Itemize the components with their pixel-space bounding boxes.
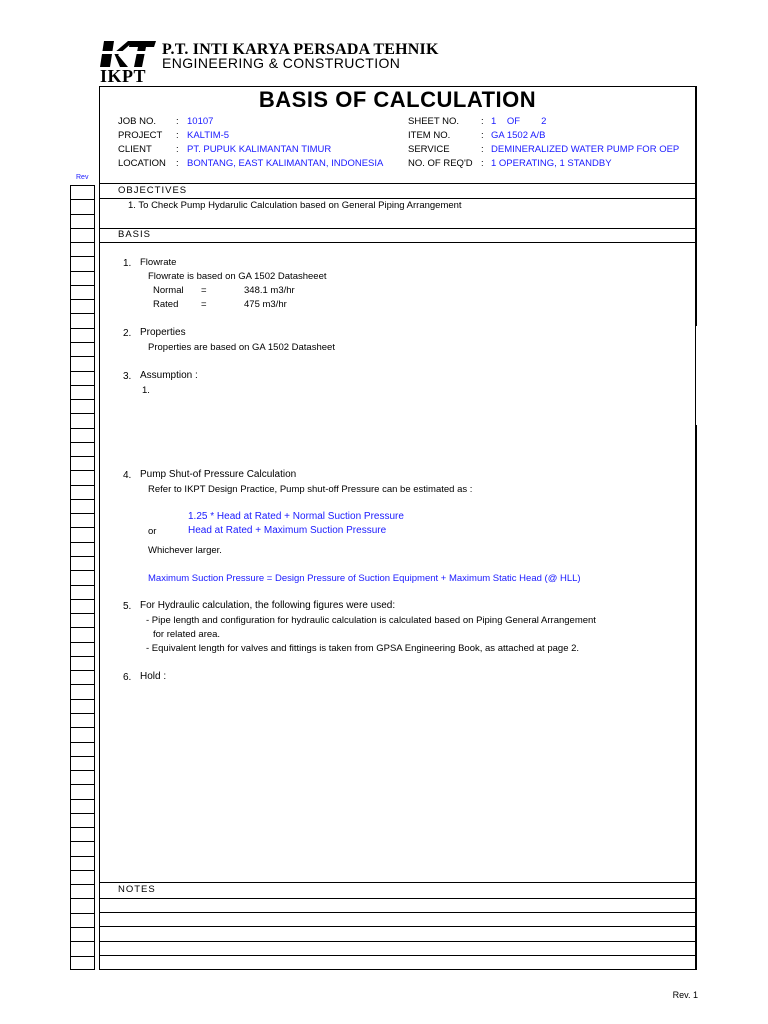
revision-row-line [70,670,95,671]
revision-row-line [70,199,95,200]
formula-1: 1.25 * Head at Rated + Normal Suction Pressure [188,511,404,522]
revision-row-line [70,799,95,800]
page-title: BASIS OF CALCULATION [258,87,537,112]
revision-row-line [70,856,95,857]
info-sep: : [481,158,484,169]
assumption-sub: 1. [142,385,150,396]
revision-row-line [70,585,95,586]
rated-label: Rated [153,299,179,310]
client-value: PT. PUPUK KALIMANTAN TIMUR [187,144,332,155]
info-sep: : [176,158,179,169]
item-number: 1. [123,258,132,269]
divider [100,926,696,927]
revision-row-line [70,884,95,885]
logo-wordmark: IKPT [100,66,147,86]
info-label: LOCATION [118,158,166,169]
divider [100,228,696,229]
divider [100,898,696,899]
rated-value: 475 m3/hr [244,299,287,310]
info-sep: : [481,130,484,141]
item-desc: Flowrate is based on GA 1502 Datasheeet [148,271,327,282]
info-sep: : [176,116,179,127]
info-label: SERVICE [408,144,450,155]
frame-edge-thick [695,86,697,326]
divider [100,912,696,913]
revision-row-line [70,599,95,600]
revision-row-line [70,228,95,229]
info-sep: : [176,144,179,155]
info-sep: : [481,116,484,127]
revision-row-line [70,242,95,243]
or-label: or [148,526,157,537]
footer-revision: Rev. 1 [672,990,698,1000]
revision-row-line [70,813,95,814]
qty-value: 1 OPERATING, 1 STANDBY [491,158,612,169]
normal-eq: = [201,285,207,296]
job-no-value: 10107 [187,116,214,127]
info-label: ITEM NO. [408,130,451,141]
whichever-text: Whichever larger. [148,545,222,556]
sheet-no-value: 1 OF 2 [491,116,547,127]
info-label: NO. OF REQ'D [408,158,473,169]
divider [100,882,696,883]
revision-row-line [70,399,95,400]
revision-row-line [70,556,95,557]
revision-row-line [70,898,95,899]
revision-row-line [70,271,95,272]
objectives-text: 1. To Check Pump Hydarulic Calculation based on General Piping Arrangement [128,200,462,211]
info-label: JOB NO. [118,116,157,127]
revision-row-line [70,385,95,386]
project-value: KALTIM-5 [187,130,230,141]
normal-label: Normal [153,285,184,296]
max-suction-text: Maximum Suction Pressure = Design Pressure of Suction Equipment + Maximum Static Head (@ HLL) [148,573,581,584]
company-division: ENGINEERING & CONSTRUCTION [162,55,401,71]
revision-row-line [70,770,95,771]
revision-row-line [70,499,95,500]
revision-row-line [70,841,95,842]
item-title: Flowrate [140,257,177,268]
item-title: For Hydraulic calculation, the following figures were used: [140,600,396,611]
revision-row-line [70,827,95,828]
item-no-value: GA 1502 A/B [491,130,546,141]
item-desc: Refer to IKPT Design Practice, Pump shut-off Pressure can be estimated as : [148,484,473,495]
revision-row-line [70,456,95,457]
revision-row-line [70,342,95,343]
revision-row-line [70,941,95,942]
formula-2: Head at Rated + Maximum Suction Pressure [188,525,387,536]
bullet-text: - Pipe length and configuration for hydraulic calculation is calculated based on Piping General Arrangement [146,615,596,626]
divider [100,242,696,243]
item-title: Properties [140,327,186,338]
revision-row-line [70,413,95,414]
bullet-text-cont: for related area. [153,629,221,640]
revision-row-line [70,328,95,329]
revision-row-line [70,470,95,471]
item-number: 4. [123,470,132,481]
revision-row-line [70,684,95,685]
service-value: DEMINERALIZED WATER PUMP FOR OEP [491,144,680,155]
revision-row-line [70,442,95,443]
item-title: Assumption : [140,370,198,381]
item-number: 2. [123,328,132,339]
info-label: CLIENT [118,144,152,155]
divider [100,941,696,942]
revision-row-line [70,313,95,314]
revision-row-line [70,299,95,300]
revision-row-line [70,214,95,215]
revision-row-line [70,784,95,785]
objectives-heading: OBJECTIVES [118,185,188,196]
revision-row-line [70,756,95,757]
revision-row-line [70,285,95,286]
item-title: Hold : [140,671,167,682]
revision-row-line [70,913,95,914]
basis-heading: BASIS [118,229,151,240]
revision-row-line [70,727,95,728]
revision-row-line [70,742,95,743]
revision-row-line [70,642,95,643]
revision-row-line [70,485,95,486]
revision-row-line [70,713,95,714]
item-desc: Properties are based on GA 1502 Datasheet [148,342,335,353]
revision-column [70,185,95,970]
revision-row-line [70,527,95,528]
frame-edge-thick-lower [695,425,697,970]
revision-row-line [70,956,95,957]
revision-row-line [70,613,95,614]
revision-row-line [70,428,95,429]
divider [100,183,696,184]
revision-row-line [70,870,95,871]
revision-row-line [70,656,95,657]
divider [100,955,696,956]
info-sep: : [176,130,179,141]
item-number: 5. [123,601,132,612]
bullet-text: - Equivalent length for valves and fittings is taken from GPSA Engineering Book, as attached at page 2. [146,643,580,654]
info-sep: : [481,144,484,155]
item-number: 6. [123,672,132,683]
revision-row-line [70,513,95,514]
item-number: 3. [123,371,132,382]
location-value: BONTANG, EAST KALIMANTAN, INDONESIA [187,158,384,169]
revision-row-line [70,927,95,928]
revision-row-line [70,542,95,543]
normal-value: 348.1 m3/hr [244,285,295,296]
revision-row-line [70,256,95,257]
divider [100,198,696,199]
revision-row-line [70,699,95,700]
notes-heading: NOTES [118,884,156,895]
revision-row-line [70,627,95,628]
company-name: P.T. INTI KARYA PERSADA TEHNIK [162,41,439,58]
revision-row-line [70,371,95,372]
rated-eq: = [201,299,207,310]
item-title: Pump Shut-of Pressure Calculation [140,469,297,480]
revision-row-line [70,570,95,571]
info-label: PROJECT [118,130,163,141]
info-label: SHEET NO. [408,116,460,127]
revision-row-line [70,356,95,357]
rev-label: Rev [76,174,89,181]
